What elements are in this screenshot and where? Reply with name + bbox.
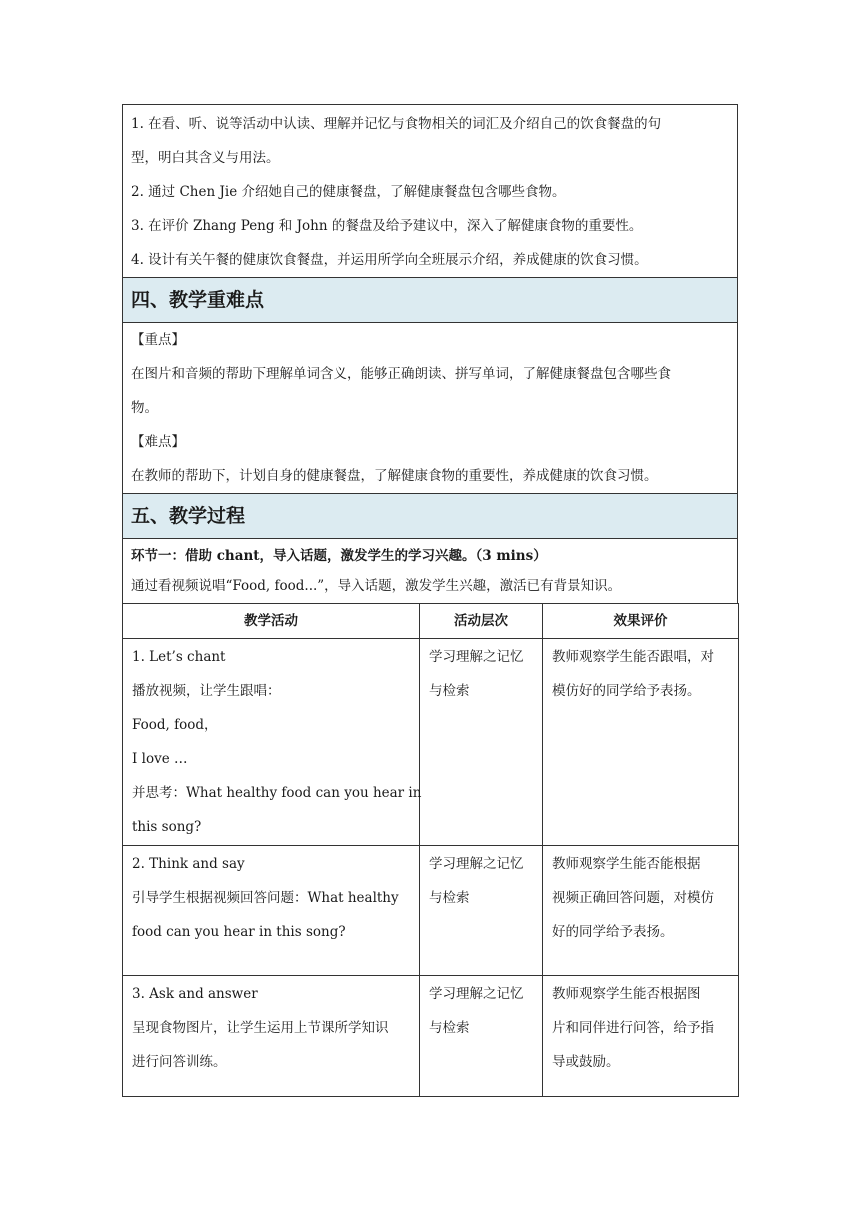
table-header-row [123, 604, 739, 639]
cell-line: 学习理解之记忆 [429, 986, 524, 1002]
objectives-box [122, 104, 738, 277]
evaluation-cell [543, 976, 739, 1097]
cell-line: 播放视频，让学生跟唱： [132, 683, 281, 699]
cell-line: 学习理解之记忆 [429, 649, 524, 665]
level-cell [420, 639, 543, 846]
activity-cell [123, 976, 420, 1097]
cell-line: 1. Let’s chant [132, 649, 226, 665]
key-line: 物。 [131, 400, 158, 416]
cell-line: 导或鼓励。 [552, 1054, 620, 1070]
cell-line: 2. Think and say [132, 856, 245, 872]
cell-line: 学习理解之记忆 [429, 856, 524, 872]
stage-box [122, 538, 738, 603]
cell-line: 模仿好的同学给予表扬。 [552, 683, 701, 699]
cell-line: 呈现食物图片，让学生运用上节课所学知识 [132, 1020, 389, 1036]
cell-line: 与检索 [429, 683, 470, 699]
cell-line: Food, food， [132, 717, 218, 733]
cell-line: this song? [132, 819, 202, 835]
cell-line: 好的同学给予表扬。 [552, 924, 674, 940]
cell-line: 并思考：What healthy food can you hear in [132, 785, 422, 801]
key-label: 【重点】 [131, 332, 185, 348]
header-evaluation: 效果评价 [543, 604, 739, 639]
objective-line: 3. 在评价 Zhang Peng 和 John 的餐盘及给予建议中，深入了解健康食物的重要性。 [131, 218, 643, 234]
table-row [123, 846, 739, 976]
difficult-line: 在教师的帮助下，计划自身的健康餐盘，了解健康食物的重要性，养成健康的饮食习惯。 [131, 468, 658, 484]
cell-line: I love … [132, 751, 188, 767]
header-activity: 教学活动 [123, 604, 420, 639]
cell-line: 与检索 [429, 1020, 470, 1036]
cell-line: 教师观察学生能否能根据 [552, 856, 701, 872]
section4-title: 四、教学重难点 [122, 277, 738, 322]
key-points-box [122, 322, 738, 493]
header-level: 活动层次 [420, 604, 543, 639]
difficult-label: 【难点】 [131, 434, 185, 450]
cell-line: 进行问答训练。 [132, 1054, 227, 1070]
section5-title: 五、教学过程 [122, 493, 738, 538]
evaluation-cell [543, 639, 739, 846]
activity-cell [123, 846, 420, 976]
cell-line: 教师观察学生能否跟唱，对 [552, 649, 714, 665]
key-line: 在图片和音频的帮助下理解单词含义，能够正确朗读、拼写单词，了解健康餐盘包含哪些食 [131, 366, 671, 382]
stage-title: 环节一：借助 chant，导入话题，激发学生的学习兴趣。（3 mins） [131, 548, 547, 564]
cell-line: 与检索 [429, 890, 470, 906]
objective-line: 4. 设计有关午餐的健康饮食餐盘，并运用所学向全班展示介绍，养成健康的饮食习惯。 [131, 252, 648, 268]
cell-line: 教师观察学生能否根据图 [552, 986, 701, 1002]
table-row [123, 976, 739, 1097]
cell-line: food can you hear in this song? [132, 924, 346, 940]
objective-line: 2. 通过 Chen Jie 介绍她自己的健康餐盘，了解健康餐盘包含哪些食物。 [131, 184, 566, 200]
lesson-plan-page [122, 104, 738, 1097]
activity-table [122, 603, 739, 1097]
cell-line: 3. Ask and answer [132, 986, 258, 1002]
objective-line: 型，明白其含义与用法。 [131, 150, 280, 166]
cell-line: 片和同伴进行问答，给予指 [552, 1020, 714, 1036]
evaluation-cell [543, 846, 739, 976]
cell-line: 引导学生根据视频回答问题：What healthy [132, 890, 399, 906]
table-row [123, 639, 739, 846]
activity-cell [123, 639, 420, 846]
level-cell [420, 976, 543, 1097]
level-cell [420, 846, 543, 976]
objective-line: 1. 在看、听、说等活动中认读、理解并记忆与食物相关的词汇及介绍自己的饮食餐盘的句 [131, 116, 662, 132]
stage-desc: 通过看视频说唱“Food, food...”，导入话题，激发学生兴趣，激活已有背景知识。 [131, 578, 622, 594]
cell-line: 视频正确回答问题，对模仿 [552, 890, 714, 906]
